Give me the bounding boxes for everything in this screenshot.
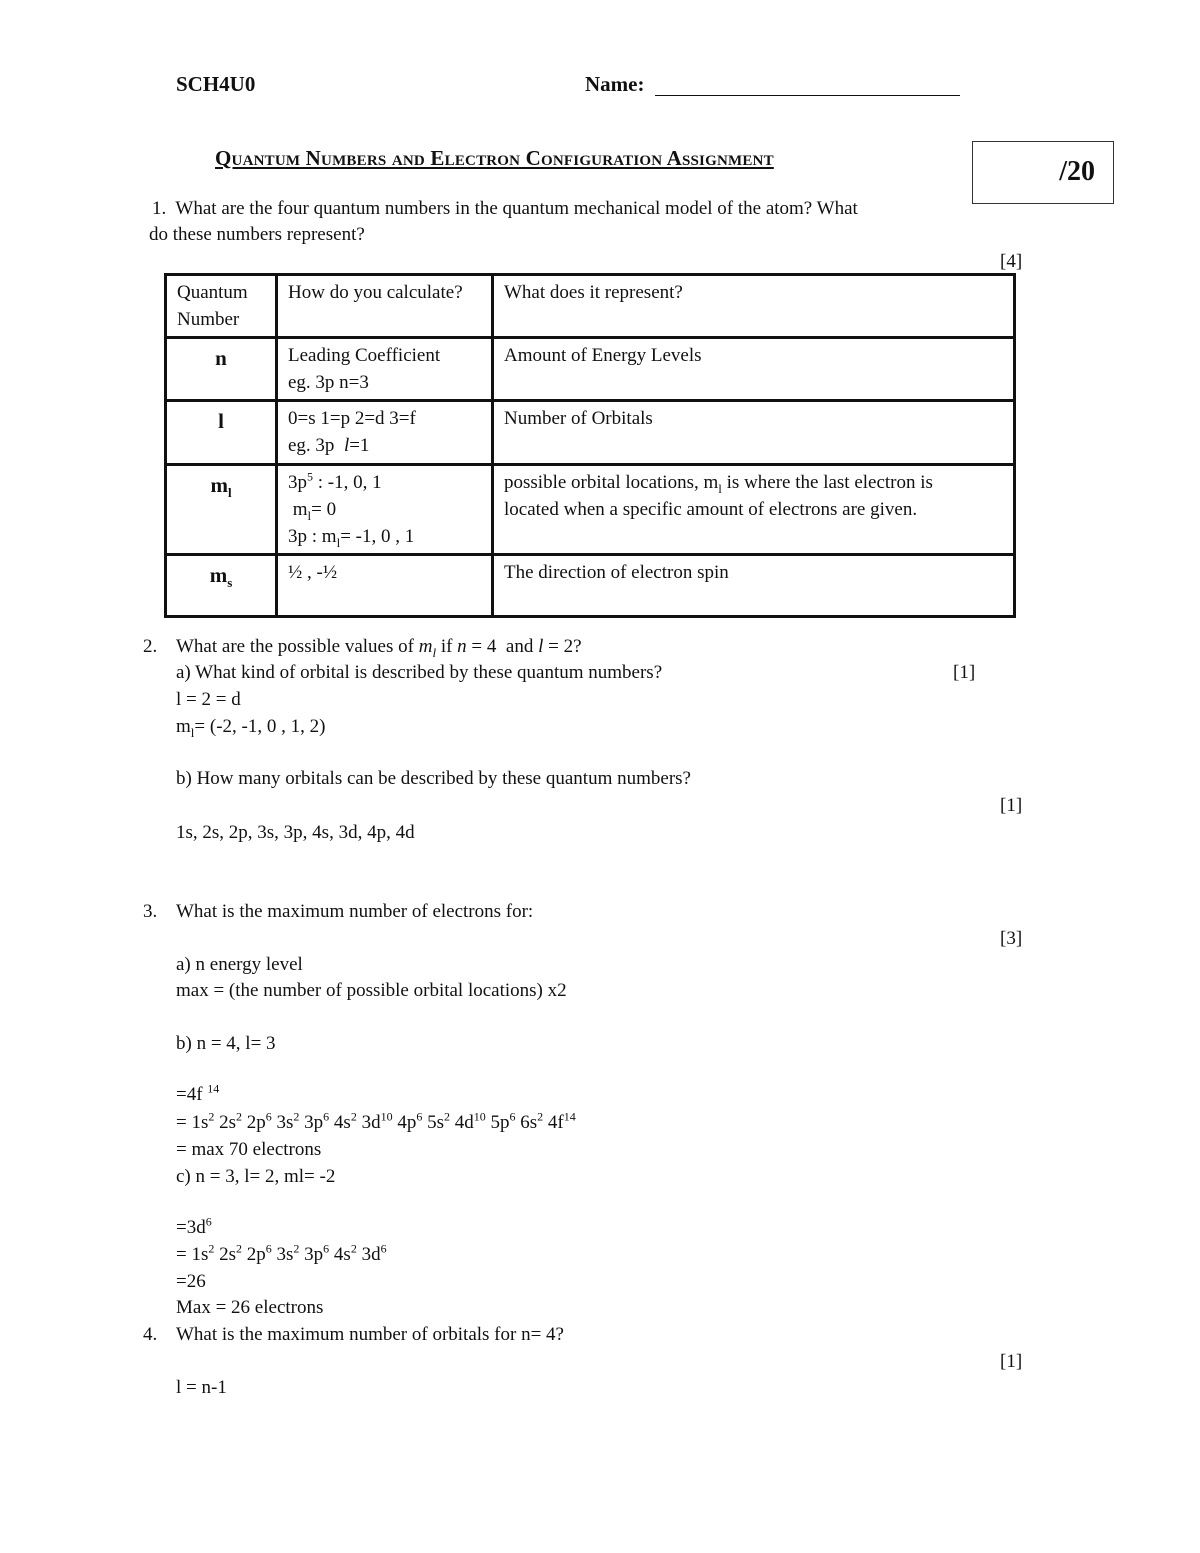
q4-answer: l = n-1	[176, 1377, 227, 1398]
q3c-line1: $=3d^6$	[176, 1214, 212, 1238]
q2a-answer1: l = 2 = d	[176, 689, 241, 710]
page-title: Quantum Numbers and Electron Configuration Assignment	[215, 146, 774, 170]
q1-marks: [4]	[1000, 251, 1023, 272]
calc-line: 0=s 1=p 2=d 3=f	[288, 408, 416, 429]
q2a-answer2: $m_l= (-2$, -1, 0 , 1, 2)	[176, 716, 326, 740]
header-how-calculate: How do you calculate?	[277, 275, 493, 338]
calc-cell	[277, 401, 493, 465]
q2a-marks: [1]	[953, 662, 976, 683]
q3-question: What is the maximum number of electrons for:	[176, 901, 534, 922]
total-score: /20	[1059, 156, 1095, 187]
q3-marks: [3]	[1000, 928, 1023, 949]
represents-line: The direction of electron spin	[504, 562, 729, 583]
symbol-n: n	[166, 338, 277, 401]
represents-line: Amount of Energy Levels	[504, 345, 702, 366]
header-quantum-number: Quantum Number	[166, 275, 277, 338]
name-blank-line[interactable]	[655, 95, 960, 96]
q4-number: 4.	[143, 1324, 158, 1345]
calc-cell	[277, 465, 493, 555]
represents-cell	[493, 401, 1015, 465]
calc-line: $3p^5$ : -1, 0, 1	[288, 469, 382, 493]
calc-cell	[277, 555, 493, 617]
calc-line: $m_l= 0$	[288, 499, 337, 523]
name-label: Name:	[585, 72, 645, 96]
q4-question: What is the maximum number of orbitals for n= 4?	[176, 1324, 564, 1345]
q3-number: 3.	[143, 901, 158, 922]
header-what-represent: What does it represent?	[493, 275, 1015, 338]
represents-line: possible orbital locations, $m_l$ is where the last electron is	[504, 472, 933, 496]
course-code: SCH4U0	[176, 72, 256, 96]
table-row	[166, 465, 1015, 555]
q3b-line1: =4f $^{14}$	[176, 1081, 220, 1105]
q2a-question: a) What kind of orbital is described by these quantum numbers?	[176, 662, 663, 683]
represents-line: Number of Orbitals	[504, 408, 653, 429]
symbol-l: l	[166, 401, 277, 465]
q1-number: 1.	[152, 198, 167, 219]
q2b-question: b) How many orbitals can be described by these quantum numbers?	[176, 768, 691, 789]
quantum-number-table	[164, 273, 1016, 618]
q2-question: What are the possible values of $m_l$ if n = 4 and l = 2?	[176, 636, 582, 660]
represents-cell	[493, 338, 1015, 401]
q3c-line3: =26	[176, 1271, 206, 1292]
q4-marks: [1]	[1000, 1351, 1023, 1372]
represents-cell	[493, 465, 1015, 555]
q2-number: 2.	[143, 636, 158, 657]
calc-line: eg. 3p l=1	[288, 435, 370, 456]
calc-line: eg. 3p n=3	[288, 372, 369, 393]
calc-line: Leading Coefficient	[288, 345, 441, 366]
q3a-answer: max = (the number of possible orbital locations) x2	[176, 980, 567, 1001]
q3c-line2: = $1s^2$ $2s^2$ $2p^6$ $3s^2$ $3p^6$ $4s^2$ $3d^6$	[176, 1241, 387, 1265]
q3a-label: a) n energy level	[176, 954, 303, 975]
table-row	[166, 555, 1015, 617]
table-header-row	[166, 275, 1015, 338]
table-row	[166, 401, 1015, 465]
q3b-line2: = $1s^2$ $2s^2$ $2p^6$ $3s^2$ $3p^6$ $4s^2$ $3d^{10}$ $4p^6$ $5s^2$ $4d^{10}$ $5p^6$ $6s^2$ $4f^{14}$	[176, 1109, 576, 1133]
q1-question	[152, 198, 858, 220]
represents-cell	[493, 555, 1015, 617]
q3c-line4: Max = 26 electrons	[176, 1297, 324, 1318]
q2b-marks: [1]	[1000, 795, 1023, 816]
represents-line: located when a specific amount of electrons are given.	[504, 499, 918, 520]
q1-question-line2: do these numbers represent?	[149, 224, 365, 245]
table-row	[166, 338, 1015, 401]
q2b-answer: 1s, 2s, 2p, 3s, 3p, 4s, 3d, 4p, 4d	[176, 822, 415, 843]
calc-cell	[277, 338, 493, 401]
score-box	[972, 141, 1114, 204]
q3b-label: b) n = 4, l= 3	[176, 1033, 276, 1054]
symbol-ms: $m_s$	[166, 555, 277, 617]
symbol-ml: $m_l$	[166, 465, 277, 555]
calc-line: ½ , -½	[288, 562, 338, 583]
calc-line: 3p : $m_l= -1$, 0 , 1	[288, 526, 415, 550]
q1-question-line1: What are the four quantum numbers in the quantum mechanical model of the atom? What	[175, 198, 858, 219]
q3c-label: c) n = 3, l= 2, ml= -2	[176, 1166, 336, 1187]
q3b-line3: = max 70 electrons	[176, 1139, 322, 1160]
